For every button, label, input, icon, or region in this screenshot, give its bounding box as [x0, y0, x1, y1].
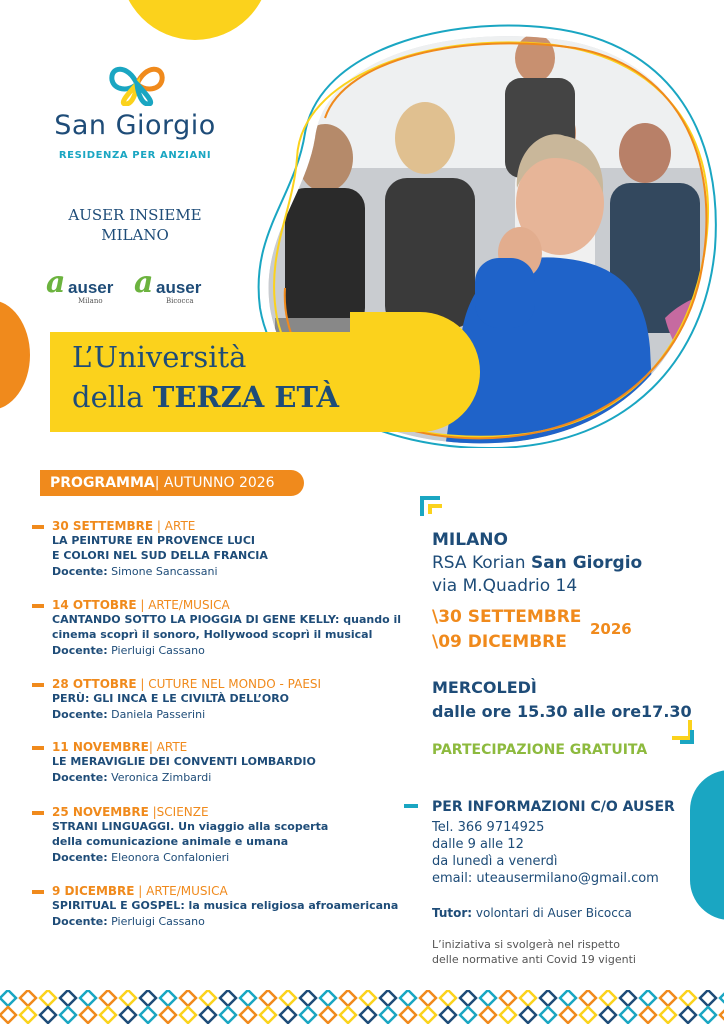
auser-title: AUSER INSIEME MILANO	[68, 206, 202, 244]
info-title: PER INFORMAZIONI C/O AUSER	[432, 799, 675, 815]
info-days: da lunedì a venerdì	[432, 854, 558, 869]
location-city: MILANO	[432, 530, 508, 550]
decorative-pattern	[0, 990, 724, 1024]
location-rsa: RSA Korian San Giorgio	[432, 553, 643, 573]
title-line-2: della TERZA ETÀ	[72, 380, 339, 414]
auser-logo-icon: a	[134, 265, 154, 300]
corner-decoration	[428, 504, 442, 514]
info-dash	[404, 804, 418, 808]
date-start: \30 SETTEMBRE	[432, 607, 582, 627]
location-address: via M.Quadrio 14	[432, 576, 578, 596]
auser-milano-logo: a auser Milano	[46, 265, 114, 305]
brand-name: San Giorgio	[54, 110, 216, 141]
year: 2026	[590, 620, 632, 638]
auser-bicocca-logo: a auser Bicocca	[134, 265, 202, 305]
title-line-1: L’Università	[72, 340, 247, 374]
tutor: Tutor: volontari di Auser Bicocca	[432, 906, 632, 920]
hours: dalle ore 15.30 alle ore17.30	[432, 702, 692, 721]
info-time: dalle 9 alle 12	[432, 837, 524, 852]
corner-decoration	[680, 730, 694, 744]
decorative-orange-blob	[0, 300, 30, 410]
butterfly-logo-icon	[108, 62, 166, 106]
covid-note-line-1: L’iniziativa si svolgerà nel rispetto	[432, 938, 620, 951]
auser-logo-icon: a	[46, 265, 66, 300]
weekday: MERCOLEDÌ	[432, 678, 537, 697]
covid-note-line-2: delle normative anti Covid 19 vigenti	[432, 953, 636, 966]
decorative-teal-blob	[690, 770, 724, 920]
info-email[interactable]: email: uteausermilano@gmail.com	[432, 871, 659, 886]
brand-subtitle: RESIDENZA PER ANZIANI	[58, 150, 212, 161]
info-phone: Tel. 366 9714925	[432, 820, 545, 835]
date-end: \09 DICEMBRE	[432, 632, 567, 652]
free-participation: PARTECIPAZIONE GRATUITA	[432, 742, 648, 758]
program-badge: PROGRAMMA| AUTUNNO 2026	[40, 470, 304, 496]
